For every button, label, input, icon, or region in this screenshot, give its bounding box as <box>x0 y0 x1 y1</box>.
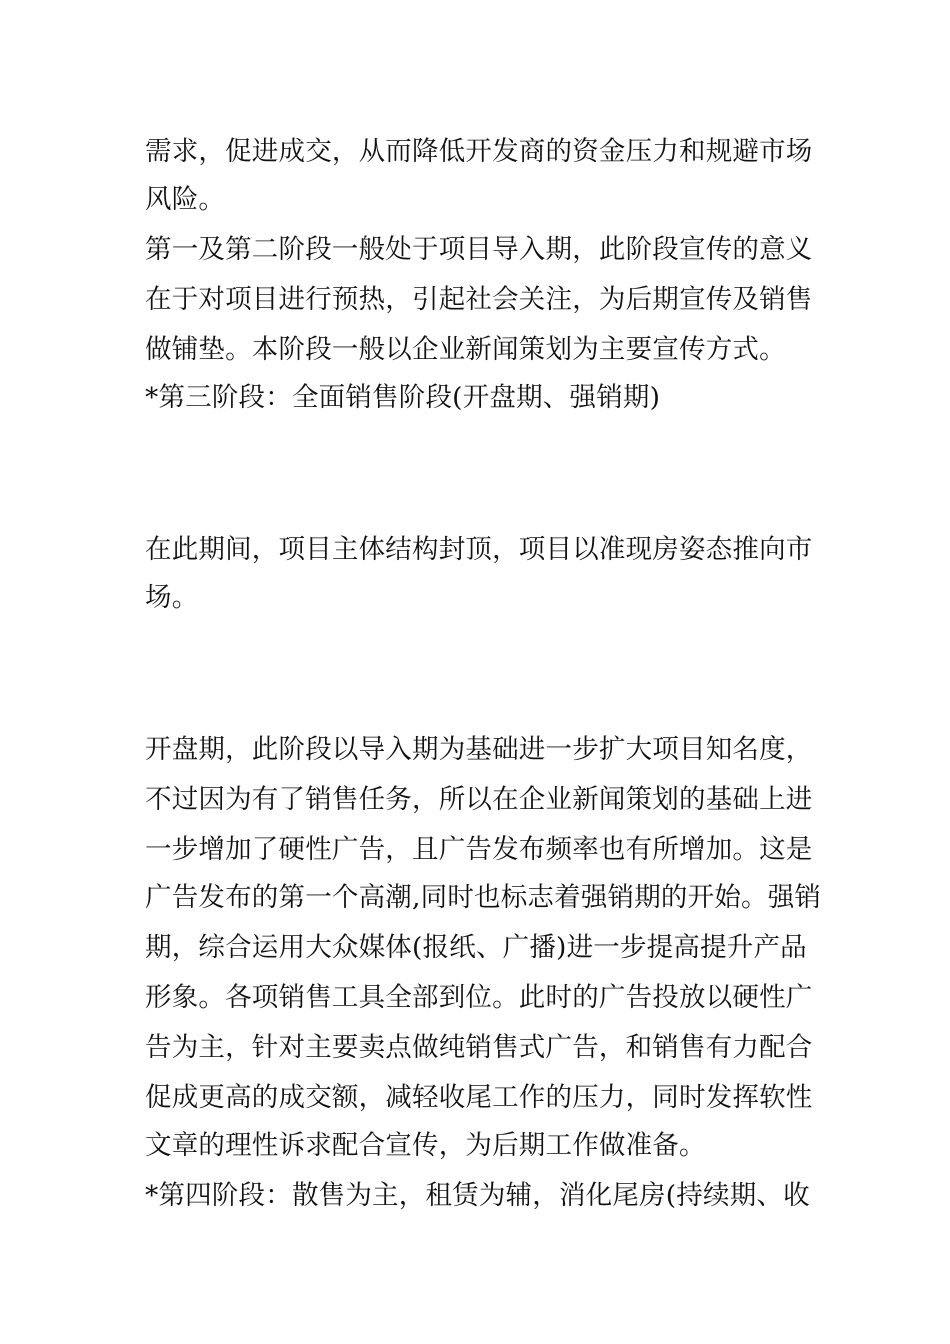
text-line: 风险。 <box>145 184 226 215</box>
text-line: 场。 <box>145 582 199 613</box>
section-heading: *第四阶段：散售为主，租赁为辅，消化尾房(持续期、收 <box>145 1180 810 1211</box>
text-line: 广告发布的第一个高潮,同时也标志着强销期的开始。强销 <box>145 882 822 913</box>
text-line: 需求，促进成交，从而降低开发商的资金压力和规避市场 <box>145 136 813 167</box>
text-line: 促成更高的成交额，减轻收尾工作的压力，同时发挥软性 <box>145 1082 813 1113</box>
text-line: 一步增加了硬性广告，且广告发布频率也有所增加。这是 <box>145 834 813 865</box>
section-heading: *第三阶段：全面销售阶段(开盘期、强销期) <box>145 382 661 413</box>
text-line: 在此期间，项目主体结构封顶，项目以准现房姿态推向市 <box>145 534 813 565</box>
text-line: 第一及第二阶段一般处于项目导入期，此阶段宣传的意义 <box>145 234 813 265</box>
text-line: 文章的理性诉求配合宣传，为后期工作做准备。 <box>145 1130 706 1161</box>
text-line: 做铺垫。本阶段一般以企业新闻策划为主要宣传方式。 <box>145 334 786 365</box>
text-line: 开盘期，此阶段以导入期为基础进一步扩大项目知名度， <box>145 734 813 765</box>
text-line: 期，综合运用大众媒体(报纸、广播)进一步提高提升产品 <box>145 932 807 963</box>
text-line: 不过因为有了销售任务，所以在企业新闻策划的基础上进 <box>145 784 813 815</box>
text-line: 在于对项目进行预热，引起社会关注，为后期宣传及销售 <box>145 284 813 315</box>
text-line: 形象。各项销售工具全部到位。此时的广告投放以硬性广 <box>145 982 813 1013</box>
text-line: 告为主，针对主要卖点做纯销售式广告，和销售有力配合 <box>145 1032 813 1063</box>
